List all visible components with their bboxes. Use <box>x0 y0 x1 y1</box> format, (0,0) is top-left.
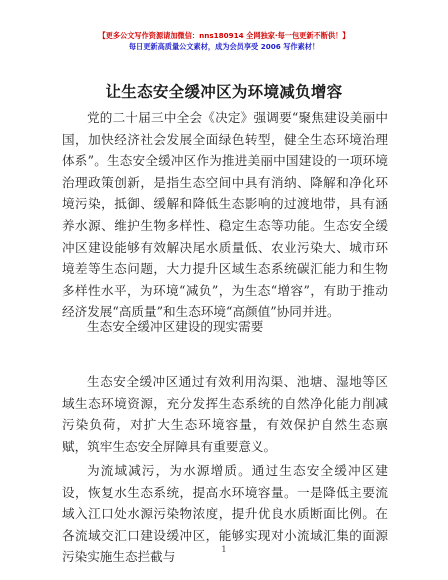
document-title: 让生态安全缓冲区为环境减负增容 <box>105 82 343 101</box>
promo-banner-red: 【更多公文写作资源请加微信：nns180914 全网独家·每一包更新不断供！】 <box>98 31 350 40</box>
paragraph-section-intro: 生态安全缓冲区通过有效利用沟渠、池塘、湿地等区域生态环境资源，充分发挥生态系统的自然净化能力削减污染负荷，对扩大生态环境容量，有效保护自然生态禀赋，筑牢生态安全屏障具有重要意义。 <box>62 374 388 454</box>
paragraph-watershed: 为流域减污，为水源增质。通过生态安全缓冲区建设，恢复水生态系统，提高水环境容量。一是降低主要流域入江口处水源污染物浓度，提升优良水质断面比例。在各流域交汇口建设缓冲区，能够实现对小流域汇集的面源污染实施生态拦截与 <box>62 463 388 565</box>
promo-banner-blue: 每日更新高质量公文素材，成为会员享受 2006 写作素材！ <box>128 42 320 51</box>
page-number: 1 <box>221 545 227 555</box>
section-subheading: 生态安全缓冲区建设的现实需要 <box>87 319 264 334</box>
paragraph-intro: 党的二十届三中全会《决定》强调要“聚焦建设美丽中国，加快经济社会发展全面绿色转型，健全生态环境治理体系”。生态安全缓冲区作为推进美丽中国建设的一项环境治理政策创新，是指生态空间中具有消纳、降解和净化环境污染，抵御、缓解和降低生态影响的过渡地带，具有涵养水源、维护生物多样性、稳定生态等功能。生态安全缓冲区建设能够有效解决尾水质量低、农业污染大、城市环境差等生态问题，大力提升区域生态系统碳汇能力和生物多样性水平，为环境“减负”，为生态“增容”，有助于推动经济发展“高质量”和生态环境“高颜值”协同并进。 <box>62 110 388 320</box>
